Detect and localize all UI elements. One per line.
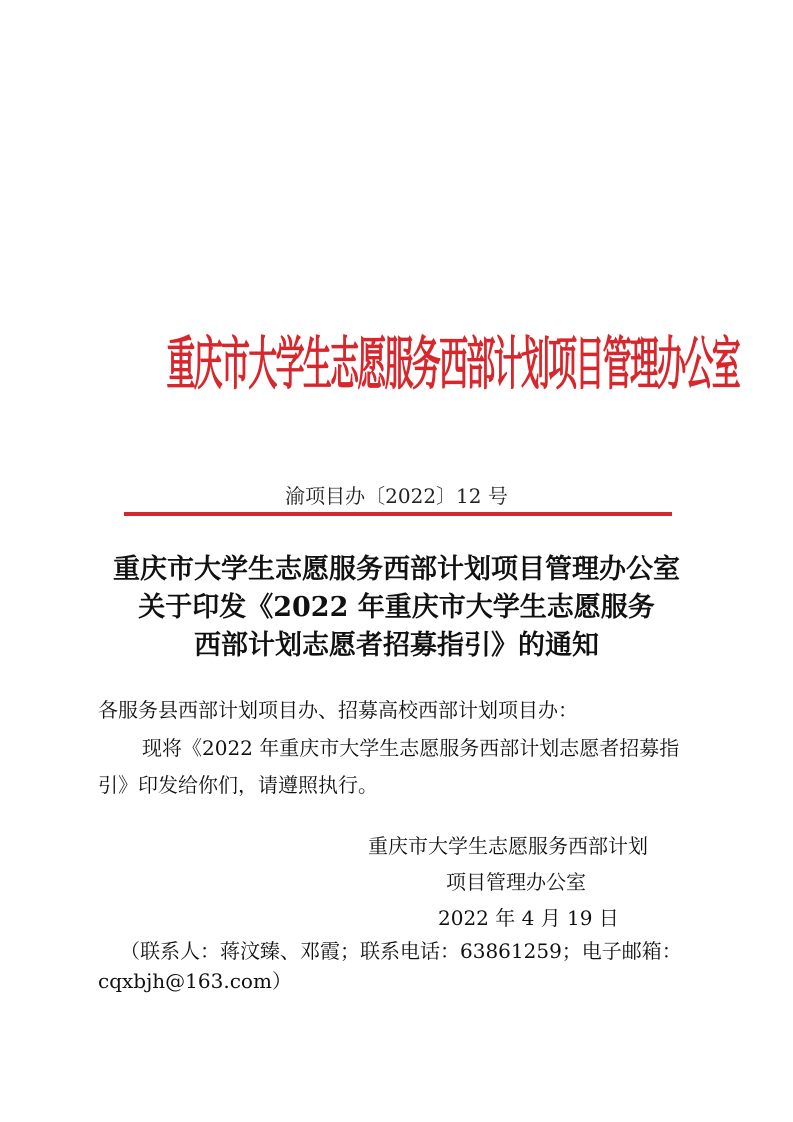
contact-email: cqxbjh@163.com） bbox=[98, 969, 292, 993]
contact-info-line-1: （联系人：蒋汶臻、邓霞；联系电话：63861259；电子邮箱： bbox=[120, 939, 682, 963]
title-line-1: 重庆市大学生志愿服务西部计划项目管理办公室 bbox=[113, 554, 680, 585]
body-paragraph-line-1: 现将《2022 年重庆市大学生志愿服务西部计划志愿者招募指 bbox=[142, 736, 680, 760]
title-line-3: 西部计划志愿者招募指引》的通知 bbox=[194, 630, 599, 661]
document-title bbox=[0, 551, 793, 665]
addressee: 各服务县西部计划项目办、招募高校西部计划项目办： bbox=[98, 698, 578, 722]
document-number: 渝项目办〔2022〕12 号 bbox=[285, 484, 508, 508]
red-divider-line bbox=[124, 512, 672, 516]
organization-header: 重庆市大学生志愿服务西部计划项目管理办公室 bbox=[166, 329, 739, 398]
signature-organization-line-2: 项目管理办公室 bbox=[446, 870, 586, 894]
title-line-2: 关于印发《2022 年重庆市大学生志愿服务 bbox=[138, 592, 655, 623]
signature-date: 2022 年 4 月 19 日 bbox=[438, 906, 619, 930]
body-paragraph-line-2: 引》印发给你们，请遵照执行。 bbox=[98, 773, 378, 797]
signature-organization-line-1: 重庆市大学生志愿服务西部计划 bbox=[368, 834, 648, 858]
